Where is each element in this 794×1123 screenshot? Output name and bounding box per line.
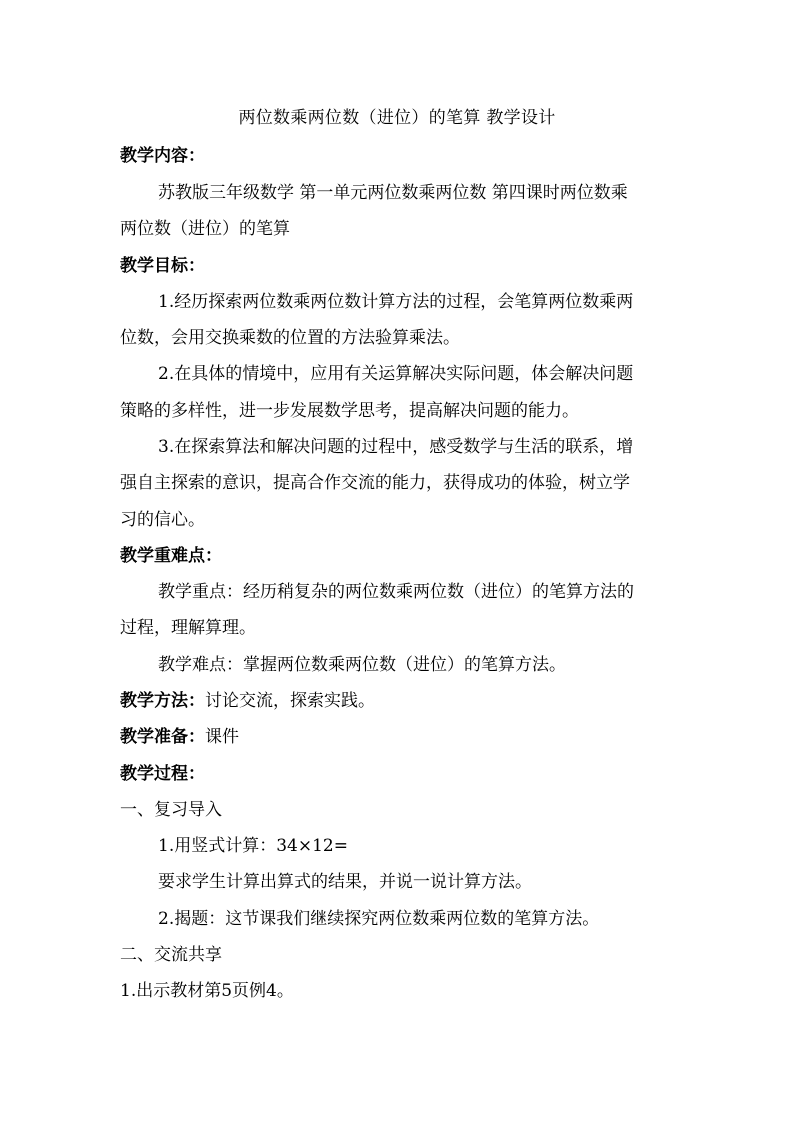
section-1-item-2: 2.揭题：这节课我们继续探究两位数乘两位数的笔算方法。 — [158, 909, 600, 929]
prep-label: 教学准备： — [120, 727, 205, 747]
method-text: 讨论交流，探索实践。 — [205, 691, 375, 711]
difficulty-line: 教学难点：掌握两位数乘两位数（进位）的笔算方法。 — [158, 655, 566, 675]
goal-3-line-2: 强自主探索的意识，提高合作交流的能力，获得成功的体验，树立学 — [120, 473, 630, 493]
section-2-item-1: 1.出示教材第5页例4。 — [120, 981, 294, 1001]
goal-1-line-1: 1.经历探索两位数乘两位数计算方法的过程，会笔算两位数乘两 — [158, 292, 634, 312]
content-text-line-1: 苏教版三年级数学 第一单元两位数乘两位数 第四课时两位数乘 — [158, 183, 628, 203]
prep-text: 课件 — [205, 727, 239, 747]
key-point-line-2: 过程，理解算理。 — [120, 618, 256, 638]
prep-row — [120, 722, 680, 747]
goal-3-line-1: 3.在探索算法和解决问题的过程中，感受数学与生活的联系，增 — [158, 437, 634, 457]
method-row — [120, 686, 680, 711]
key-point-line-1: 教学重点：经历稍复杂的两位数乘两位数（进位）的笔算方法的 — [158, 582, 634, 602]
goal-2-line-1: 2.在具体的情境中，应用有关运算解决实际问题，体会解决问题 — [158, 364, 634, 384]
document-title: 两位数乘两位数（进位）的笔算 教学设计 — [238, 108, 556, 128]
content-text-line-2: 两位数（进位）的笔算 — [120, 219, 290, 239]
section-1-item-1-note: 要求学生计算出算式的结果，并说一说计算方法。 — [158, 872, 532, 892]
section-1-heading: 一、复习导入 — [120, 800, 222, 820]
process-heading: 教学过程： — [120, 764, 205, 784]
keypoints-heading: 教学重难点： — [120, 546, 222, 566]
content-heading: 教学内容： — [120, 146, 205, 166]
section-1-item-1: 1.用竖式计算：34×12= — [158, 836, 348, 856]
goals-heading: 教学目标： — [120, 256, 205, 276]
section-2-heading: 二、交流共享 — [120, 945, 222, 965]
goal-2-line-2: 策略的多样性，进一步发展数学思考，提高解决问题的能力。 — [120, 401, 579, 421]
goal-1-line-2: 位数，会用交换乘数的位置的方法验算乘法。 — [120, 328, 460, 348]
goal-3-line-3: 习的信心。 — [120, 510, 205, 530]
method-label: 教学方法： — [120, 691, 205, 711]
